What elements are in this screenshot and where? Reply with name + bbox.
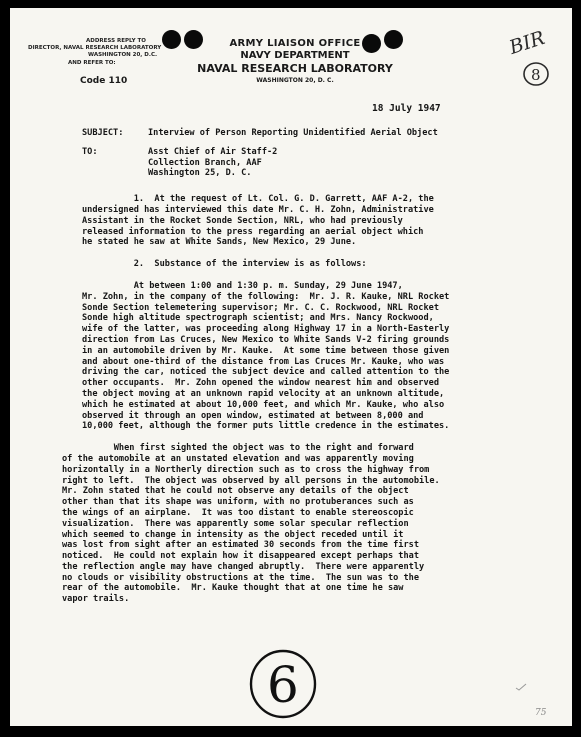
letter-date: 18 July 1947 [372, 103, 441, 114]
text-line: which seemed to change in intensity as the object receded until it [62, 529, 404, 540]
text-line: 1. At the request of Lt. Col. G. D. Garrett, AAF A-2, the [82, 194, 434, 205]
text-line: driving the car, noticed the subject device and called attention to the [82, 367, 450, 378]
circled-page-number-text: 6 [267, 656, 299, 714]
paragraph-3 [82, 281, 532, 432]
text-line: the object moving at an unknown rapid velocity at an unknown altitude, [82, 388, 445, 399]
letterhead-title [180, 38, 410, 85]
text-line: was lost from sight after an estimated 30 seconds from the time first [62, 540, 419, 551]
text-line: 10,000 feet, although the former puts little credence in the estimates. [82, 421, 450, 432]
text-line: and about one-third of the distance from Las Cruces Mr. Kauke, who was [82, 356, 445, 367]
text-line: released information to the press regarding an aerial object which [82, 226, 424, 237]
text-line: Assistant in the Rocket Sonde Section, NRL, who had previously [82, 215, 403, 226]
text-line: Mr. Zohn, in the company of the following: Mr. J. R. Kauke, NRL Rocket [82, 291, 450, 302]
to-address [148, 147, 277, 179]
handwritten-note-text: BIR [506, 26, 548, 59]
text-line: direction from Las Cruces, New Mexico to White Sands V-2 firing grounds [82, 334, 450, 345]
pencil-check-mark [515, 683, 527, 691]
handwritten-circled-number: 8 [531, 66, 541, 84]
text-line: visualization. There was apparently some solar specular reflection [62, 518, 409, 529]
text-line: other than that its shape was uniform, with no protuberances such as [62, 497, 414, 508]
text-line: no clouds or visibility obstructions at the time. The sun was to the [62, 572, 419, 583]
to-line: Washington 25, D. C. [148, 168, 252, 179]
to-line: Asst Chief of Air Staff-2 [148, 146, 278, 157]
text-line: horizontally in a Northerly direction such as to cross the highway from [62, 464, 430, 475]
text-line: observed it through an open window, estimated at between 8,000 and [82, 410, 424, 421]
letterhead-reply-block [28, 38, 198, 67]
corner-pencil-mark: 75 [535, 708, 547, 718]
text-line: the wings of an airplane. It was too distant to enable stereoscopic [62, 507, 414, 518]
subject-line [82, 128, 532, 139]
text-line: he stated he saw at White Sands, New Mexico, 29 June. [82, 237, 357, 248]
text-line: the reflection angle may have changed abruptly. There were apparently [62, 561, 425, 572]
reply-line-4: AND REFER TO: [68, 60, 116, 66]
text-line: Sonde Section telemetering supervisor; Mr. C. C. Rockwood, NRL Rocket [82, 302, 439, 313]
to-line: Collection Branch, AAF [148, 157, 262, 168]
text-line: Mr. Zohn stated that he could not observe any details of the object [62, 486, 409, 497]
to-label: TO: [82, 146, 98, 157]
paragraph-1 [82, 194, 532, 248]
text-line: which he estimated at about 10,000 feet, and which Mr. Kauke, who also [82, 399, 445, 410]
letter-body [62, 128, 532, 605]
text-line: At between 1:00 and 1:30 p. m. Sunday, 29 June 1947, [82, 280, 403, 291]
subject-label: SUBJECT: [82, 128, 124, 138]
reference-code: Code 110 [80, 76, 128, 86]
reply-line-3: WASHINGTON 20, D.C. [88, 52, 158, 58]
letterhead-line-1: ARMY LIAISON OFFICE [229, 38, 361, 49]
text-line: Sonde high altitude spectrograph scientist; and Mrs. Nancy Rockwood, [82, 313, 434, 324]
paragraph-4 [62, 443, 532, 605]
reply-line-1: ADDRESS REPLY TO [86, 38, 146, 44]
letterhead-line-3: NAVAL RESEARCH LABORATORY [197, 62, 393, 75]
document-page [10, 8, 572, 726]
subject-text: Interview of Person Reporting Unidentified Aerial Object [148, 128, 438, 138]
reply-line-2: DIRECTOR, NAVAL RESEARCH LABORATORY [28, 45, 162, 51]
text-line: When first sighted the object was to the right and forward [62, 443, 414, 454]
letterhead-line-2: NAVY DEPARTMENT [240, 50, 350, 61]
text-line: wife of the latter, was proceeding along Highway 17 in a North-Easterly [82, 324, 450, 335]
text-line: vapor trails. [62, 594, 130, 605]
text-line: other occupants. Mr. Zohn opened the window nearest him and observed [82, 378, 439, 389]
text-line: in an automobile driven by Mr. Kauke. At some time between those given [82, 345, 450, 356]
circled-page-number [248, 648, 318, 720]
text-line: undersigned has interviewed this date Mr. C. H. Zohn, Administrative [82, 204, 434, 215]
letterhead-line-4: WASHINGTON 20, D. C. [256, 77, 334, 84]
text-line: noticed. He could not explain how it disappeared except perhaps that [62, 551, 419, 562]
text-line: 2. Substance of the interview is as follows: [82, 259, 367, 270]
handwritten-note [504, 26, 558, 90]
text-line: rear of the automobile. Mr. Kauke thought that at one time he saw [62, 583, 404, 594]
text-line: right to left. The object was observed by all persons in the automobile. [62, 475, 440, 486]
paragraph-2 [82, 259, 532, 270]
to-block [82, 147, 532, 179]
text-line: of the automobile at an unstated elevation and was apparently moving [62, 453, 414, 464]
